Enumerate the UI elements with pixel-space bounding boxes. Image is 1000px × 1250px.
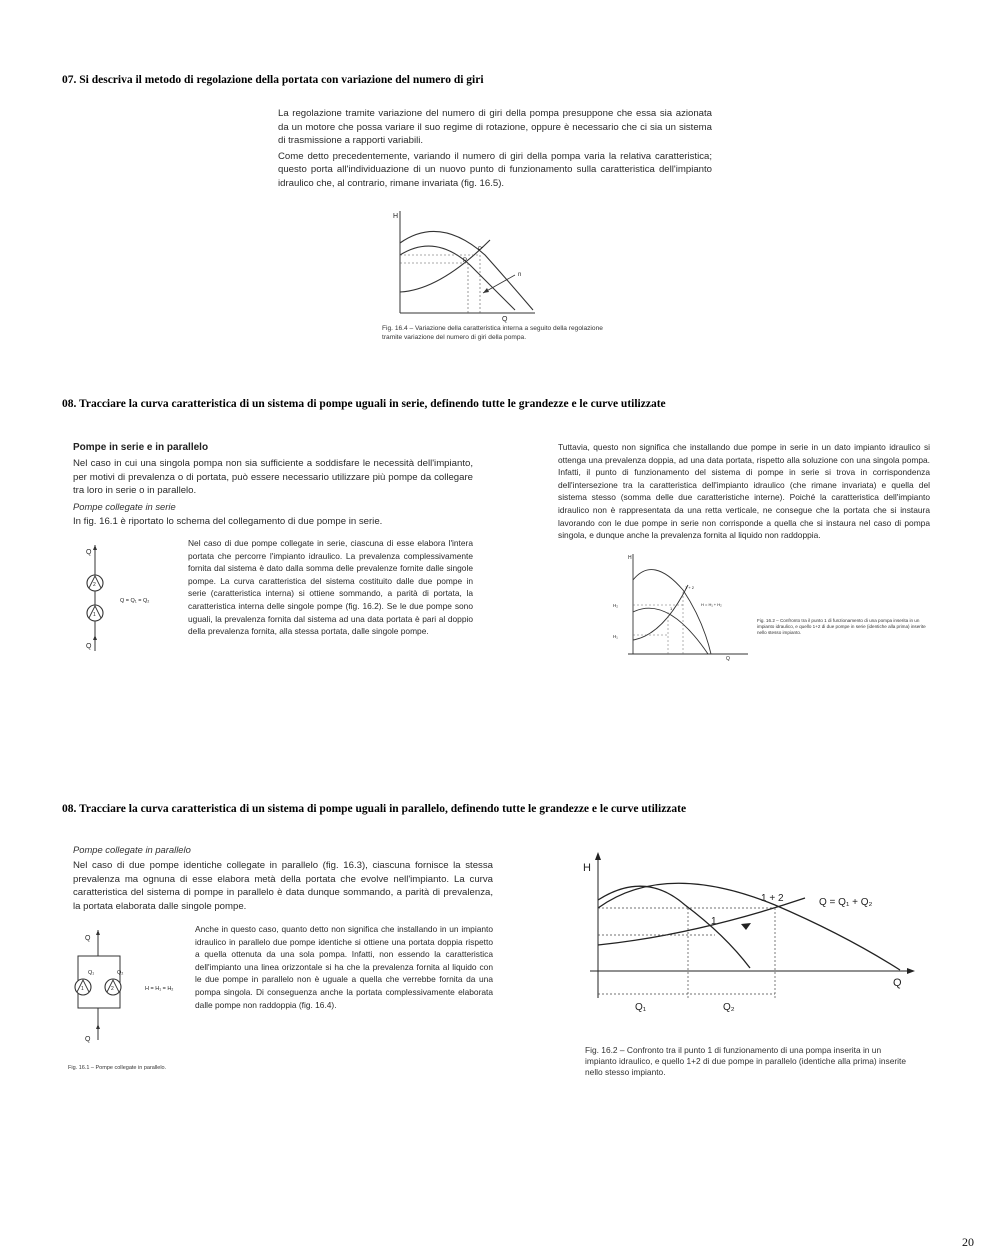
parallel-label-1: 1: [711, 916, 717, 927]
question-08-parallel-heading: 08. Tracciare la curva caratteristica di un sistema di pompe uguali in parallelo, definendo tutte le grandezze e le curve utilizzate: [62, 803, 687, 815]
q07-curve-low-speed: [400, 246, 515, 310]
svg-text:1: 1: [93, 612, 96, 618]
svg-text:1: 1: [81, 986, 84, 992]
series-curve-single: [633, 608, 708, 654]
series-axis-q: Q: [726, 656, 730, 662]
series-body: Nel caso di due pompe collegate in serie, ciascuna di esse elabora l'intera portata che percorre l'impianto idraulico. La prevalenza complessivamente fornita dal sistema è dato dalla somma delle prevalenze fornite dalle singole pompe. La curva caratteristica del sistema costituito dalle due pompe in serie (caratteristica interna) si ottiene sommando, a parità di portata, la caratteristica interna delle singole pompe (fig. 16.2). Se le due pompe sono uguali, la prevalenza fornita dal sistema ad una data portata è pari al doppio della prevalenza fornita, alla stessa portata, dalle singole pompe.: [188, 538, 473, 637]
series-right-block: [558, 441, 930, 542]
svg-text:Q₁: Q₁: [88, 970, 95, 976]
parallel-axis-q: Q: [893, 977, 902, 989]
parallel-intro: Nel caso di due pompe identiche collegate in parallelo (fig. 16.3), ciascuna fornisce la stessa prevalenza ma ognuna di esse elabora metà della portata che evolve nell'impianto. La curva caratteristica del sistema di pompe in parallelo è data dunque sommando, a parità di prevalenza, la portata elaborata dalle singole pompe.: [73, 860, 493, 912]
q07-label-n: n: [518, 272, 522, 278]
parallel-body-block: [195, 923, 493, 1011]
series-intro-block: [73, 457, 473, 528]
series-body-block: [188, 537, 473, 638]
q07-figure-pump-speed: [385, 205, 545, 323]
parallel-curve-single: [598, 886, 750, 968]
parallel-schema-equation: H = H₁ = H₂: [145, 986, 174, 992]
series-equation: H = H₁ + H₂: [701, 602, 722, 607]
series-fig-ref: In fig. 16.1 è riportato lo schema del collegamento di due pompe in serie.: [73, 515, 383, 527]
q07-paragraph-1: La regolazione tramite variazione del numero di giri della pompa presuppone che essa sia azionata da un motore che possa variare il suo regime di rotazione, oppure è necessario che ci sia un sistema di trasmissione a rapporti variabili.: [278, 108, 712, 147]
series-schema-equation: Q = Q₁ = Q₂: [120, 598, 150, 604]
parallel-intro-block: [73, 859, 493, 913]
q07-axis-q: Q: [502, 316, 508, 323]
series-schema-q-top: Q: [86, 549, 92, 556]
series-system-curve: [633, 585, 688, 640]
parallel-schema-caption: Fig. 16.1 – Pompe collegate in parallelo.: [68, 1065, 167, 1071]
q07-label-p: P: [463, 258, 468, 264]
series-axis-h: H: [628, 555, 632, 561]
series-intro: Nel caso in cui una singola pompa non sia sufficiente a soddisfare le necessità dell'impianto, per motivi di prevalenza o di portata, può essere necessario utilizzare più pompe da collegare tra loro in serie o in parallelo.: [73, 458, 473, 497]
q07-paragraph-2: Come detto precedentemente, variando il numero di giri della pompa varia la relativa caratteristica; questo porta all'individuazione di un nuovo punto di funzionamento sulla caratteristica dell'impianto idraulico che, al contrario, rimane invariata (fig. 16.5).: [278, 150, 712, 189]
q07-figure-caption: Fig. 16.4 – Variazione della caratteristica interna a seguito della regolazione tramite variazione del numero di giri della pompa.: [382, 325, 603, 341]
svg-text:Q: Q: [85, 935, 91, 942]
svg-text:1 + 2: 1 + 2: [685, 585, 695, 590]
svg-text:H₂: H₂: [613, 603, 618, 608]
question-07-heading: 07. Si descriva il metodo di regolazione della portata con variazione del numero di giri: [62, 74, 484, 86]
svg-text:Q₂: Q₂: [117, 970, 124, 976]
parallel-axis-h: H: [583, 862, 591, 874]
q07-curve-high-speed: [400, 231, 533, 310]
series-pump-schema: [78, 543, 178, 655]
series-subtitle: Pompe collegate in serie: [73, 500, 176, 512]
q07-axis-h: H: [393, 213, 399, 220]
svg-text:2: 2: [93, 582, 96, 588]
series-right-text: Tuttavia, questo non significa che installando due pompe in serie in un dato impianto idraulico si ottenga una prevalenza doppia, ad una data portata, rispetto alla soluzione con una singola pompa. Infatti, il punto di funzionamento del sistema di pompe in serie si trova in corrispondenza dell'intersezione tra la caratteristica dell'impianto idraulico (che rimane invariata) e quella del sistema stesso (somma delle due caratteristiche interne). Poiché la caratteristica dell'impianto idraulico non è rappresentata da una retta verticale, ne consegue che la portata che si instaura lavorando con le due pompe in serie non corrisponde a quella che si instaura nel caso di pompa singola, e dunque anche la prevalenza fornita al liquido non raddoppia.: [558, 442, 930, 541]
parallel-label-q1: Q₁: [635, 1002, 647, 1013]
parallel-figure-chart: [575, 850, 920, 1020]
parallel-pump-schema: [68, 928, 193, 1048]
page-number: 20: [962, 1235, 974, 1249]
parallel-figure-caption: Fig. 16.2 – Confronto tra il punto 1 di funzionamento di una pompa inserita in un impianto idraulico, e quello 1+2 di due pompe in parallelo (identiche alla prima) inserite nello stesso impianto.: [585, 1045, 906, 1077]
parallel-subtitle: Pompe collegate in parallelo: [73, 844, 191, 855]
parallel-body: Anche in questo caso, quanto detto non significa che installando in un impianto idraulico in parallelo due pompe identiche si ottiene una portata doppia rispetto a quella ottenuta da una sola pompa. Infatti, non essendo la caratteristica dell'impianto una linea orizzontale si ha che la prevalenza fornita al liquido con le due pompe in parallelo non è uguale a quella che verrebbe fornita da una pompa singola. Di conseguenza anche la portata complessivamente elaborata dalle pompe non raddoppia (fig. 16.4).: [195, 924, 493, 1010]
svg-text:H₁: H₁: [613, 634, 618, 639]
svg-text:2: 2: [111, 986, 114, 992]
series-figure-caption: Fig. 16.2 – Confronto tra il punto 1 di funzionamento di una pompa inserita in un impianto idraulico, e quello 1+2 di due pompe in serie (identiche alla prima) inserite nello stesso impianto.: [757, 618, 926, 635]
parallel-label-1-2: 1 + 2: [761, 893, 784, 904]
series-figure-chart: [608, 550, 753, 662]
series-schema-q-bottom: Q: [86, 643, 92, 650]
svg-text:1: 1: [670, 606, 673, 611]
q07-text-block: [278, 107, 712, 191]
series-section-title: Pompe in serie e in parallelo: [73, 442, 209, 453]
svg-text:Q: Q: [85, 1036, 91, 1043]
parallel-label-q2: Q₂: [723, 1002, 735, 1013]
parallel-equation: Q = Q₁ + Q₂: [819, 897, 873, 908]
q07-label-p2: P': [478, 247, 484, 253]
question-08-series-heading: 08. Tracciare la curva caratteristica di un sistema di pompe uguali in serie, definendo tutte le grandezze e le curve utilizzate: [62, 398, 666, 410]
